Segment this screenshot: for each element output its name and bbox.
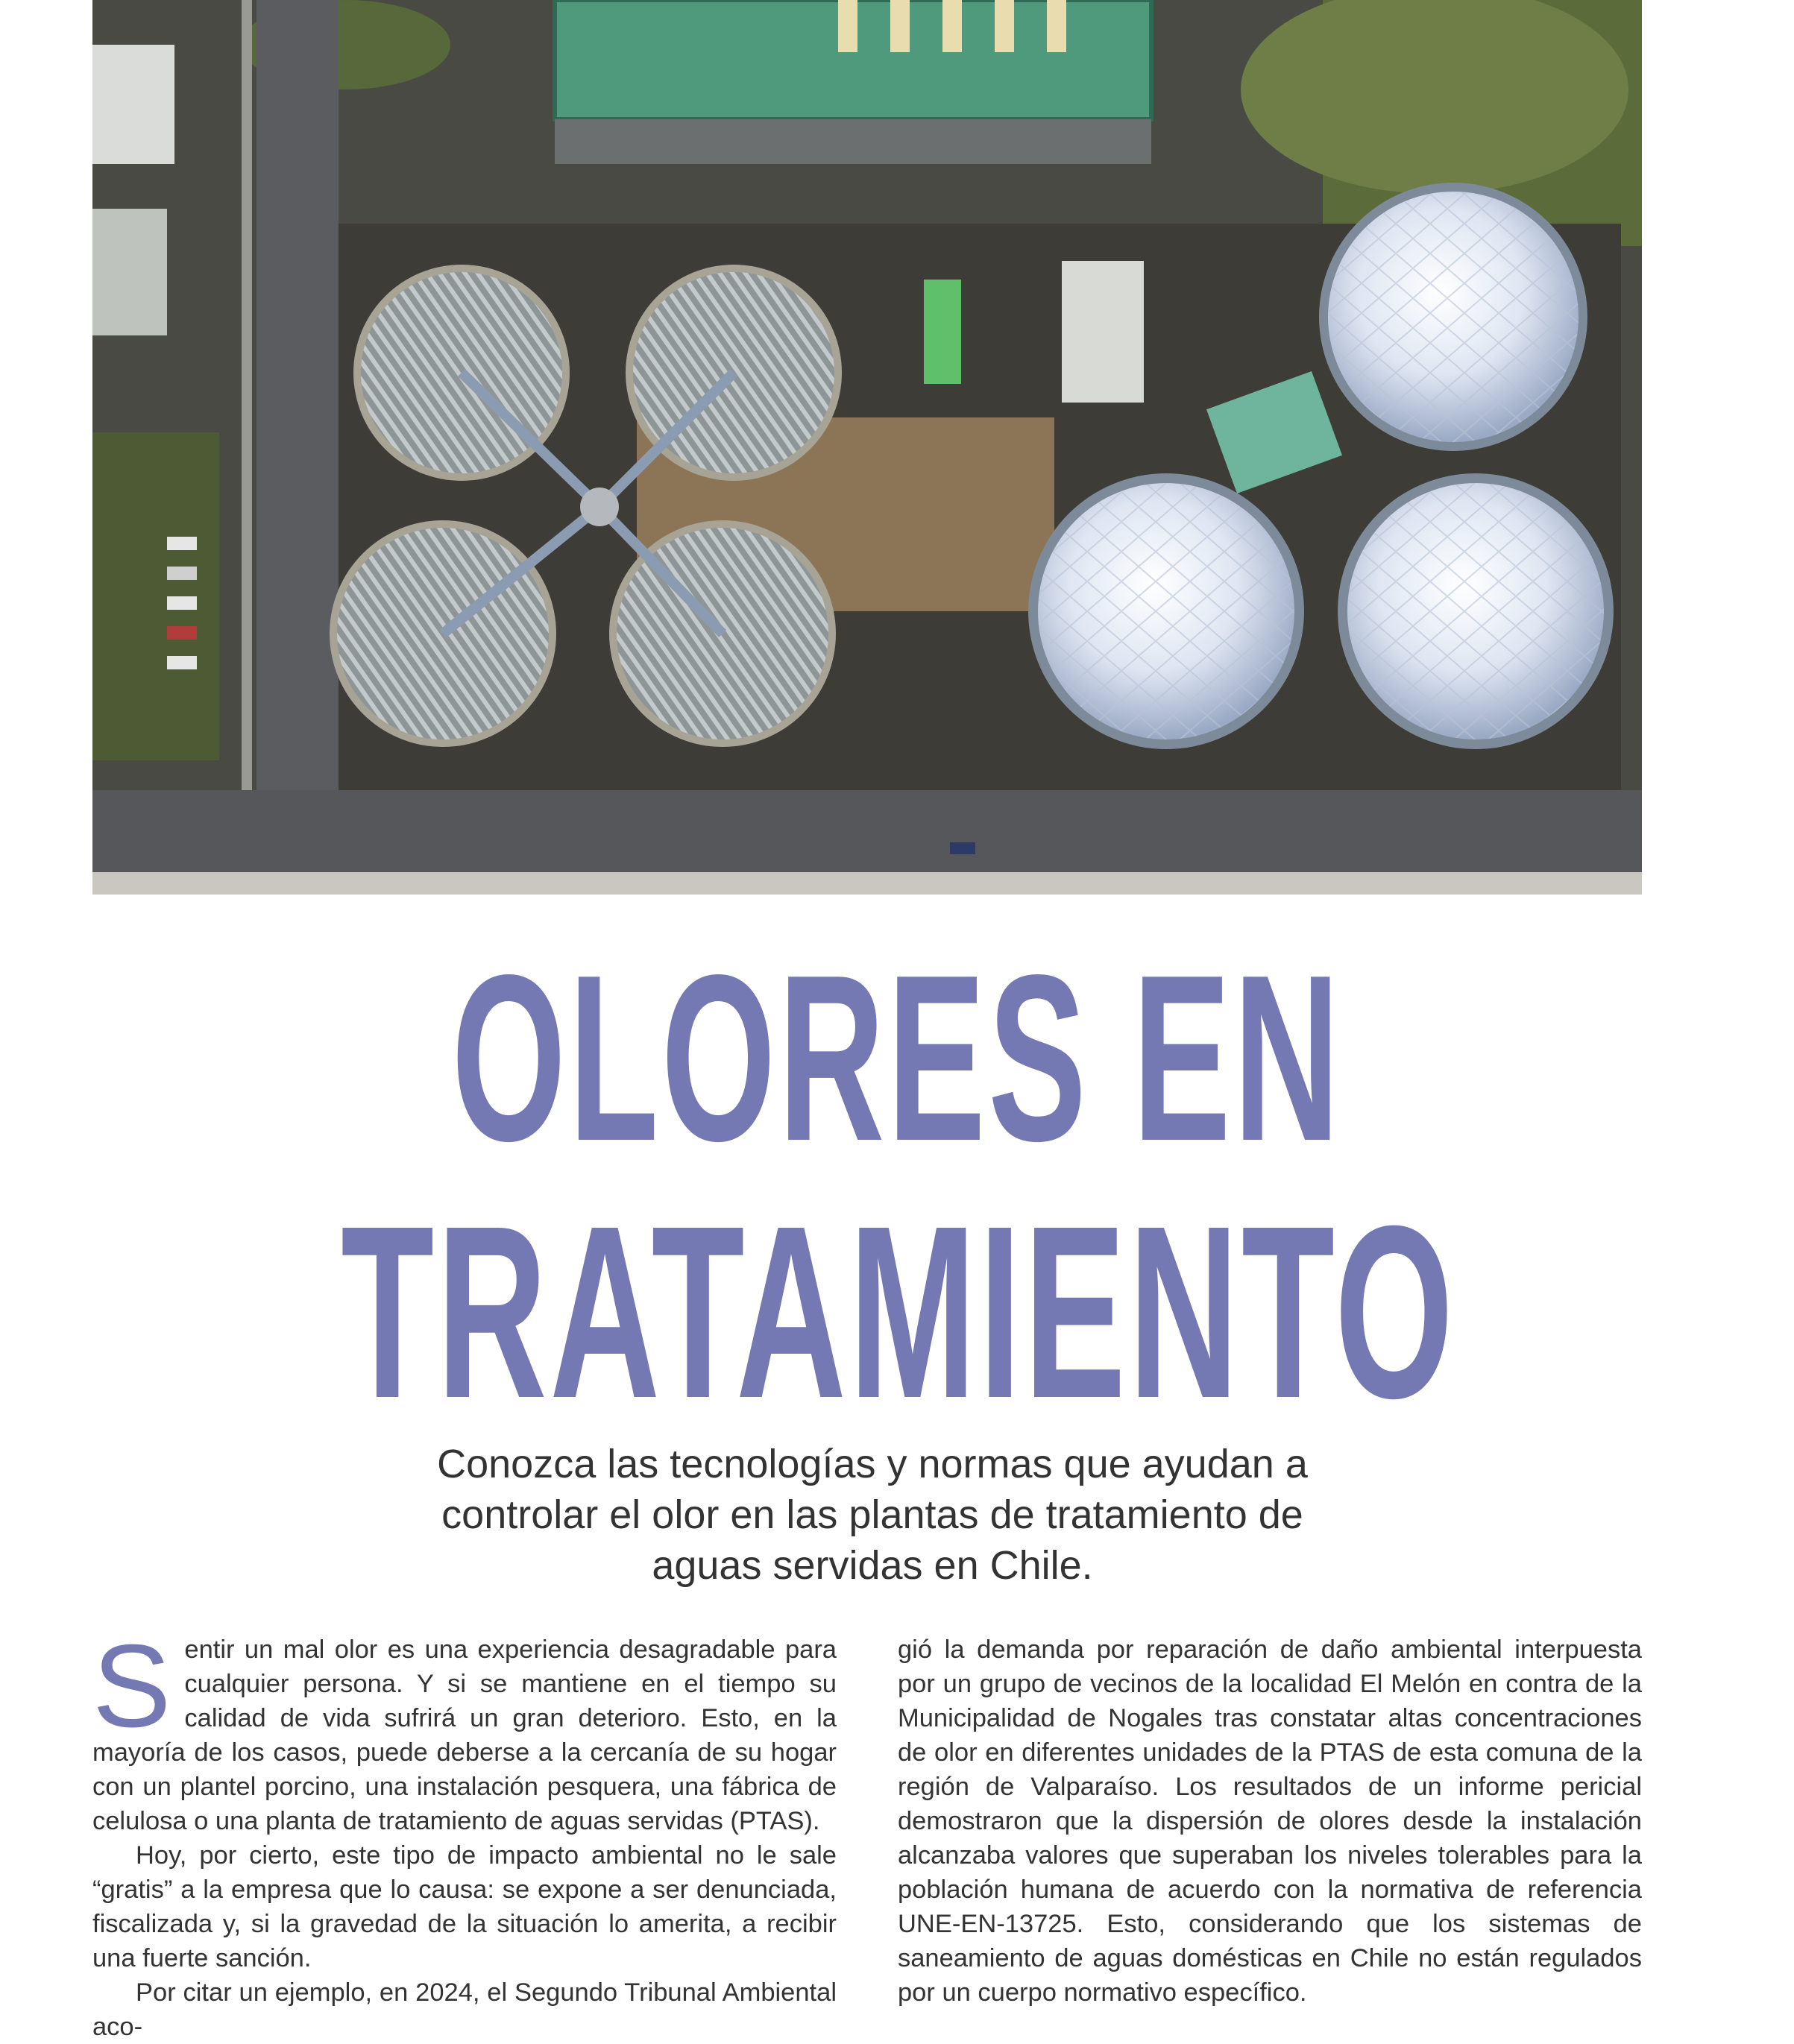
body-column-left — [92, 1621, 837, 2044]
headline-line-2: TRATAMIENTO — [341, 1174, 1456, 1449]
paragraph-1-text: entir un mal olor es una experiencia desagradable para cualquier persona. Y si se mantiene en el tiempo su calidad de vida sufrirá un gran deterioro. Esto, en la mayoría de los casos, puede deberse a la cercanía de su hogar con un plantel porcino, una instalación pesquera, una fábrica de celulosa o una planta de tratamiento de aguas servidas (PTAS). — [92, 1635, 837, 1835]
paragraph-1 — [92, 1621, 837, 1838]
plant-illustration — [92, 0, 1642, 895]
headline-line-1: OLORES EN — [451, 926, 1343, 1190]
paragraph-3: Por citar un ejemplo, en 2024, el Segundo Tribunal Ambiental aco- — [92, 1978, 837, 2041]
article-headline — [0, 926, 1794, 1449]
subtitle-line-1: Conozca las tecnologías y normas que ayudan a — [437, 1442, 1308, 1486]
paragraph-3-continued: gió la demanda por reparación de daño ambiental interpuesta por un grupo de vecinos de la localidad El Melón en contra de la Municipalidad de Nogales tras constatar altas concentraciones de olor en diferentes unidades de la PTAS de esta comuna de la región de Valparaíso. Los resultados de un informe pericial demostraron que la dispersión de olores desde la instalación alcanzaba valores que superaban los niveles tolerables para la población humana de acuerdo con la normativa de referencia UNE-EN-13725. Esto, considerando que los sistemas de saneamiento de aguas domésticas en Chile no están regulados por un cuerpo normativo específico. — [898, 1635, 1642, 2007]
subtitle-line-2: controlar el olor en las plantas de tratamiento de — [441, 1492, 1303, 1537]
paragraph-2: Hoy, por cierto, este tipo de impacto ambiental no le sale “gratis” a la empresa que lo causa: se expone a ser denunciada, fiscalizada y, si la gravedad de la situación lo amerita, a recibir una fuerte sanción. — [92, 1841, 837, 1972]
body-column-right — [898, 1633, 1642, 2010]
article-subtitle — [313, 1439, 1432, 1591]
subtitle-line-3: aguas servidas en Chile. — [652, 1543, 1093, 1588]
aerial-photo-treatment-plant — [92, 0, 1642, 895]
drop-cap: S — [92, 1621, 171, 1752]
